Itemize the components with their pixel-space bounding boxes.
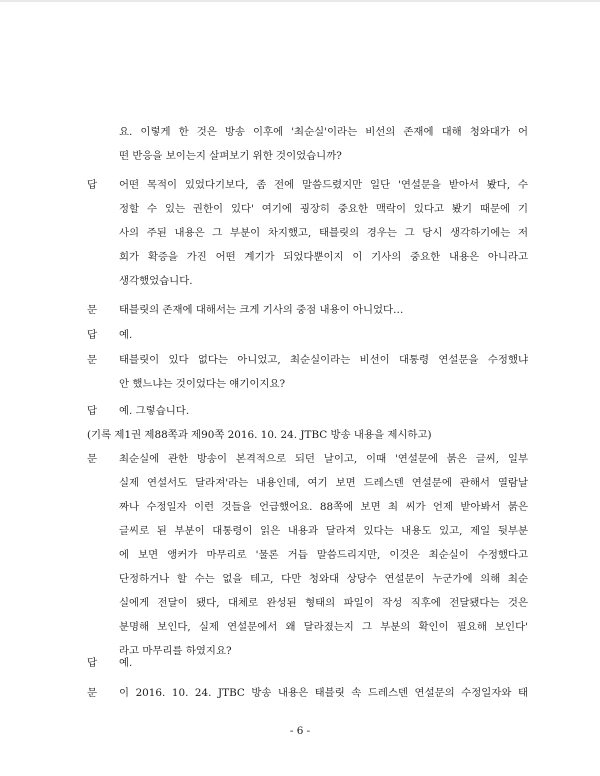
answer-block xyxy=(88,323,528,347)
evidence-note: (기록 제1권 제88쪽과 제90쪽 2016. 10. 24. JTBC 방송 내용을 제시하고) xyxy=(87,429,432,441)
speaker-mark: 문 xyxy=(87,687,98,699)
text-line: 어떤 목적이 있었다기보다, 좀 전에 말씀드렸지만 일단 '연설문을 받아서 봤다, 수 xyxy=(119,179,528,191)
text-line: 희가 확증을 가진 어떤 계기가 되었다뿐이지 이 기사의 중요한 내용은 아니라고 xyxy=(119,251,528,263)
question-block xyxy=(88,298,528,322)
speaker-mark: 답 xyxy=(87,405,98,417)
text-line: 최순실에 관한 방송이 본격적으로 되던 날이고, 이때 '연설문에 붉은 글씨, 일부 xyxy=(119,453,528,465)
text-line: 태블릿의 존재에 대해서는 크게 기사의 중점 내용이 아니었다… xyxy=(119,304,404,316)
text-line: 이 2016. 10. 24. JTBC 방송 내용은 태블릿 속 드레스덴 연설문의 수정일자와 태 xyxy=(119,687,528,699)
text-line: 생각했었습니다. xyxy=(119,275,193,287)
text-line: 글씨로 된 부분이 대통령이 읽은 내용과 달라져 있다는 내용도 있고, 제일 뒷부분 xyxy=(119,525,528,537)
speaker-mark: 문 xyxy=(87,304,98,316)
text-line: 짜나 수정일자 이런 것들을 언급했어요. 88쪽에 보면 최 씨가 언제 받아봐서 붉은 xyxy=(119,501,528,513)
answer-block xyxy=(88,399,528,423)
text-line: 라고 마무리를 하였지요? xyxy=(119,645,232,657)
question-block xyxy=(88,447,528,663)
speaker-mark: 답 xyxy=(87,657,98,669)
text-line: 정할 수 있는 권한이 있다' 여기에 굉장히 중요한 맥락이 있다고 봤기 때문에 기 xyxy=(119,203,528,215)
text-line: 태블릿이 있다 없다는 아니었고, 최순실이라는 비선이 대통령 연설문을 수정했냐 xyxy=(119,354,528,366)
answer-block xyxy=(88,173,528,293)
text-line: 분명해 보인다, 실제 연설문에서 왜 달라졌는지 그 부분의 확인이 필요해 보인다' xyxy=(119,621,528,633)
text-line: 안 했느냐는 것이었다는 얘기이지요? xyxy=(119,378,286,390)
text-line: 실에게 전달이 됐다, 대체로 완성된 형태의 파일이 작성 직후에 전달됐다는 것은 xyxy=(119,597,528,609)
text-line: 예. xyxy=(119,329,133,341)
question-continuation xyxy=(88,120,528,168)
text-line: 예. 그렇습니다. xyxy=(119,405,190,417)
speaker-mark: 답 xyxy=(87,329,98,341)
text-line: 예. xyxy=(119,657,133,669)
text-line: 요. 이렇게 한 것은 방송 이후에 '최순실'이라는 비선의 존재에 대해 청와대가 어 xyxy=(119,126,528,138)
question-block xyxy=(88,348,528,396)
text-line: 단정하거나 할 수는 없을 테고, 다만 청와대 상당수 연설문이 누군가에 의해 최순 xyxy=(119,573,528,585)
text-line: 에 보면 앵커가 마무리로 '물론 거듭 말씀드리지만, 이것은 최순실이 수정했다고 xyxy=(119,549,528,561)
page-number: - 6 - xyxy=(289,725,311,737)
speaker-mark: 답 xyxy=(87,179,98,191)
answer-block xyxy=(88,651,528,675)
question-block xyxy=(88,681,528,705)
speaker-mark: 문 xyxy=(87,453,98,465)
text-line: 떤 반응을 보이는지 살펴보기 위한 것이었습니까? xyxy=(119,150,342,162)
text-line: 실제 연설서도 달라져'라는 내용인데, 여기 보면 드레스덴 연설문에 관해서 열람날 xyxy=(119,477,528,489)
text-line: 사의 주된 내용은 그 부분이 차지했고, 태블릿의 경우는 그 당시 생각하기에는 저 xyxy=(119,227,528,239)
speaker-mark: 문 xyxy=(87,354,98,366)
scan-edge xyxy=(0,0,600,2)
